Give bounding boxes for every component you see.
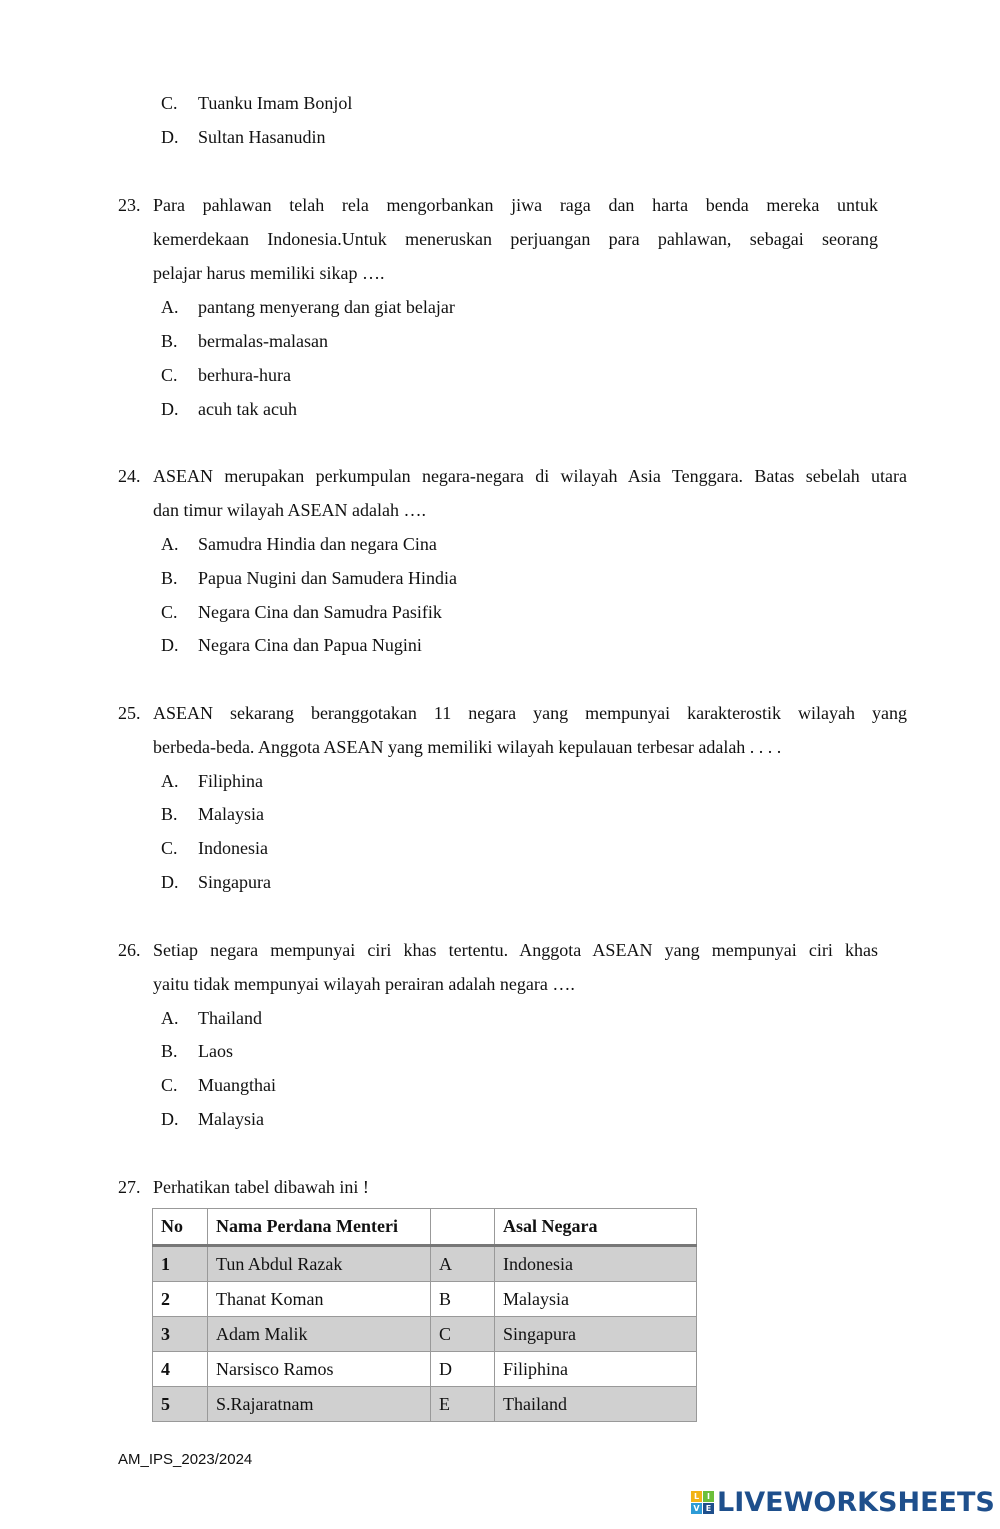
option-text: Filiphina (198, 771, 264, 791)
table-cell: Thailand (495, 1387, 697, 1422)
table-cell: A (431, 1246, 495, 1282)
table-header-row (153, 1209, 697, 1246)
option-letter: B. (161, 331, 178, 351)
question-text-line: dan timur wilayah ASEAN adalah …. (153, 500, 426, 520)
option-text: Malaysia (198, 1109, 264, 1129)
matching-table (152, 1208, 697, 1422)
page-footer: AM_IPS_2023/2024 (118, 1451, 253, 1468)
option-text: Papua Nugini dan Samudera Hindia (198, 568, 457, 588)
option-letter: A. (161, 1008, 179, 1028)
option-text: Samudra Hindia dan negara Cina (198, 534, 437, 554)
option-letter: C. (161, 93, 178, 113)
question-text-line: Perhatikan tabel dibawah ini ! (153, 1177, 369, 1197)
question-text-line: ASEAN merupakan perkumpulan negara-negara di wilayah Asia Tenggara. Batas sebelah utara (153, 466, 907, 486)
option-text: berhura-hura (198, 365, 291, 385)
option-text: Thailand (198, 1008, 262, 1028)
table-row (153, 1387, 697, 1422)
logo-tile: L (691, 1491, 702, 1502)
header-cell (431, 1209, 495, 1246)
brand-name: LIVEWORKSHEETS (717, 1487, 995, 1518)
table-cell: 5 (153, 1387, 208, 1422)
table-cell: Thanat Koman (208, 1282, 431, 1317)
table-cell: C (431, 1317, 495, 1352)
table-cell: E (431, 1387, 495, 1422)
header-cell: No (153, 1209, 208, 1246)
table-cell: S.Rajaratnam (208, 1387, 431, 1422)
question-number: 26. (118, 940, 141, 960)
option-text: Singapura (198, 872, 271, 892)
table-cell: Tun Abdul Razak (208, 1246, 431, 1282)
option-letter: A. (161, 534, 179, 554)
option-text: Negara Cina dan Samudra Pasifik (198, 602, 442, 622)
table-cell: Narsisco Ramos (208, 1352, 431, 1387)
liveworksheets-icon (691, 1491, 714, 1514)
question-text-line: Para pahlawan telah rela mengorbankan jiwa raga dan harta benda mereka untuk (153, 195, 878, 215)
option-letter: A. (161, 771, 179, 791)
question-text-line: berbeda-beda. Anggota ASEAN yang memiliki wilayah kepulauan terbesar adalah . . . . (153, 737, 782, 757)
table-cell: 3 (153, 1317, 208, 1352)
header-cell: Asal Negara (495, 1209, 697, 1246)
logo-tile: E (703, 1503, 714, 1514)
option-letter: B. (161, 1041, 178, 1061)
option-letter: D. (161, 127, 179, 147)
option-letter: C. (161, 838, 178, 858)
option-letter: C. (161, 365, 178, 385)
option-text: bermalas-malasan (198, 331, 328, 351)
option-letter: D. (161, 872, 179, 892)
question-text-line: yaitu tidak mempunyai wilayah perairan adalah negara …. (153, 974, 575, 994)
option-letter: D. (161, 399, 179, 419)
option-letter: C. (161, 1075, 178, 1095)
table-cell: Adam Malik (208, 1317, 431, 1352)
option-letter: A. (161, 297, 179, 317)
logo-tile: V (691, 1503, 702, 1514)
option-letter: B. (161, 568, 178, 588)
option-letter: B. (161, 804, 178, 824)
question-text-line: kemerdekaan Indonesia.Untuk meneruskan perjuangan para pahlawan, sebagai seorang (153, 229, 878, 249)
table-cell: 1 (153, 1246, 208, 1282)
table-row (153, 1317, 697, 1352)
table-cell: D (431, 1352, 495, 1387)
table-row (153, 1246, 697, 1282)
option-letter: C. (161, 602, 178, 622)
option-text: Tuanku Imam Bonjol (198, 93, 353, 113)
question-text-line: pelajar harus memiliki sikap …. (153, 263, 385, 283)
table-cell: 4 (153, 1352, 208, 1387)
option-text: Muangthai (198, 1075, 276, 1095)
option-text: Indonesia (198, 838, 268, 858)
table-cell: Singapura (495, 1317, 697, 1352)
question-number: 23. (118, 195, 141, 215)
option-text: acuh tak acuh (198, 399, 297, 419)
table-cell: Filiphina (495, 1352, 697, 1387)
table-row (153, 1352, 697, 1387)
option-letter: D. (161, 635, 179, 655)
question-number: 25. (118, 703, 141, 723)
question-text-line: Setiap negara mempunyai ciri khas tertentu. Anggota ASEAN yang mempunyai ciri khas (153, 940, 878, 960)
option-letter: D. (161, 1109, 179, 1129)
table-cell: 2 (153, 1282, 208, 1317)
question-number: 24. (118, 466, 141, 486)
option-text: Sultan Hasanudin (198, 127, 326, 147)
logo-tile: I (703, 1491, 714, 1502)
table-cell: Malaysia (495, 1282, 697, 1317)
table-cell: B (431, 1282, 495, 1317)
option-text: Laos (198, 1041, 233, 1061)
option-text: Negara Cina dan Papua Nugini (198, 635, 422, 655)
option-text: pantang menyerang dan giat belajar (198, 297, 455, 317)
header-cell: Nama Perdana Menteri (208, 1209, 431, 1246)
liveworksheets-logo[interactable] (691, 1487, 995, 1518)
option-text: Malaysia (198, 804, 264, 824)
table-row (153, 1282, 697, 1317)
question-text-line: ASEAN sekarang beranggotakan 11 negara yang mempunyai karakterostik wilayah yang (153, 703, 907, 723)
question-number: 27. (118, 1177, 141, 1197)
table-cell: Indonesia (495, 1246, 697, 1282)
